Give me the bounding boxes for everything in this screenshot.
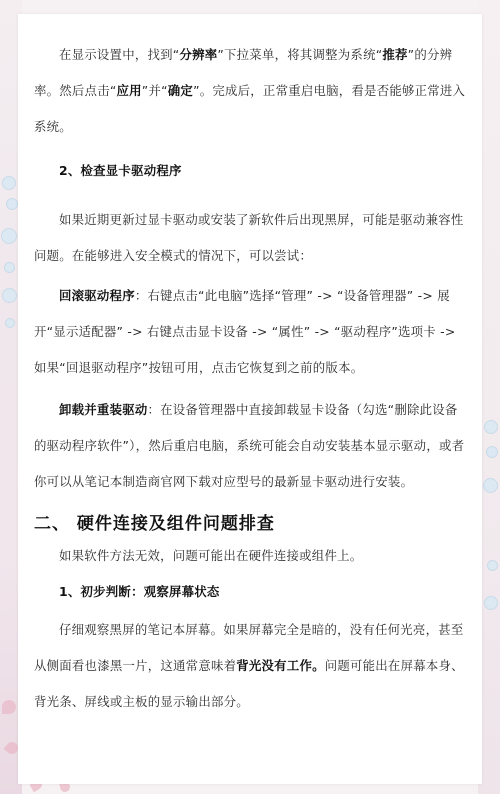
bold-text: 应用	[116, 83, 142, 98]
text-span: ”。完成后，正常重启电脑，看是否能够正常进入系统。	[34, 83, 466, 134]
text-span: ：在设备管理器中直接卸载显卡设备（勾选“删除此设备的驱动程序软件”），然后重启电脑，系统可能会自动安装基本显示驱动，或者你可以从笔记本制造商官网下载对应型号的最新显卡驱动进行安装。	[34, 402, 465, 489]
bold-text: 1、初步判断：观察屏幕状态	[59, 584, 220, 599]
text-span: 仔细观察黑屏的笔记本屏幕。如果屏幕完全是暗的，没有任何光亮，甚至从侧面看也漆黑一片，这通常意味着	[34, 622, 464, 673]
text-span: 问题可能出在屏幕本身、背光条、屏线或主板的显示输出部分。	[34, 658, 464, 709]
decor-bubble	[5, 318, 15, 328]
text-span: ”的分辨率。然后点击“	[34, 47, 453, 98]
decor-bubble	[2, 288, 17, 303]
decor-bubble	[484, 596, 498, 610]
text-span: ”下拉菜单，将其调整为系统“	[217, 47, 383, 62]
paragraph-rollback-driver	[34, 278, 467, 386]
decor-petal	[2, 700, 16, 714]
bold-text: 确定	[167, 83, 194, 98]
document-page	[18, 14, 482, 784]
decor-bubble	[486, 446, 498, 458]
text-span: ”并“	[141, 83, 168, 98]
paragraph-hardware-intro: 如果软件方法无效，问题可能出在硬件连接或组件上。	[59, 548, 363, 563]
subheading-check-driver	[34, 153, 467, 189]
decor-bubble	[6, 198, 18, 210]
paragraph-resolution	[34, 37, 467, 145]
text-span: ：右键点击“此电脑”选择“管理” -> “设备管理器” -> 展开“显示适配器” -> 右键点击显卡设备 -> “属性” -> “驱动程序”选项卡 -> 如果“回退驱动程序”按钮可用，点击它恢复到之前的版本。	[34, 288, 456, 375]
bold-text: 2、检查显卡驱动程序	[59, 163, 182, 178]
decor-bubble	[2, 176, 16, 190]
decor-bubble	[1, 228, 17, 244]
paragraph-reinstall-driver	[34, 392, 467, 500]
text-span: 在显示设置中，找到“	[59, 47, 180, 62]
bold-text: 推荐	[382, 47, 408, 62]
section-title-hardware: 二、 硬件连接及组件问题排查	[34, 514, 275, 534]
decor-bubble	[487, 560, 498, 571]
paragraph-observe-screen	[34, 612, 467, 720]
paragraph-driver-issue: 如果近期更新过显卡驱动或安装了新软件后出现黑屏，可能是驱动兼容性问题。在能够进入安全模式的情况下，可以尝试：	[34, 212, 464, 263]
decor-bubble	[4, 262, 15, 273]
decor-bubble	[484, 420, 498, 434]
bold-text: 分辨率	[179, 47, 218, 62]
subheading-observe-screen	[34, 574, 467, 610]
bold-text: 回滚驱动程序	[59, 288, 135, 303]
bold-text: 背光没有工作。	[236, 658, 325, 673]
bold-text: 卸载并重装驱动	[59, 402, 148, 417]
decor-bubble	[483, 478, 498, 493]
